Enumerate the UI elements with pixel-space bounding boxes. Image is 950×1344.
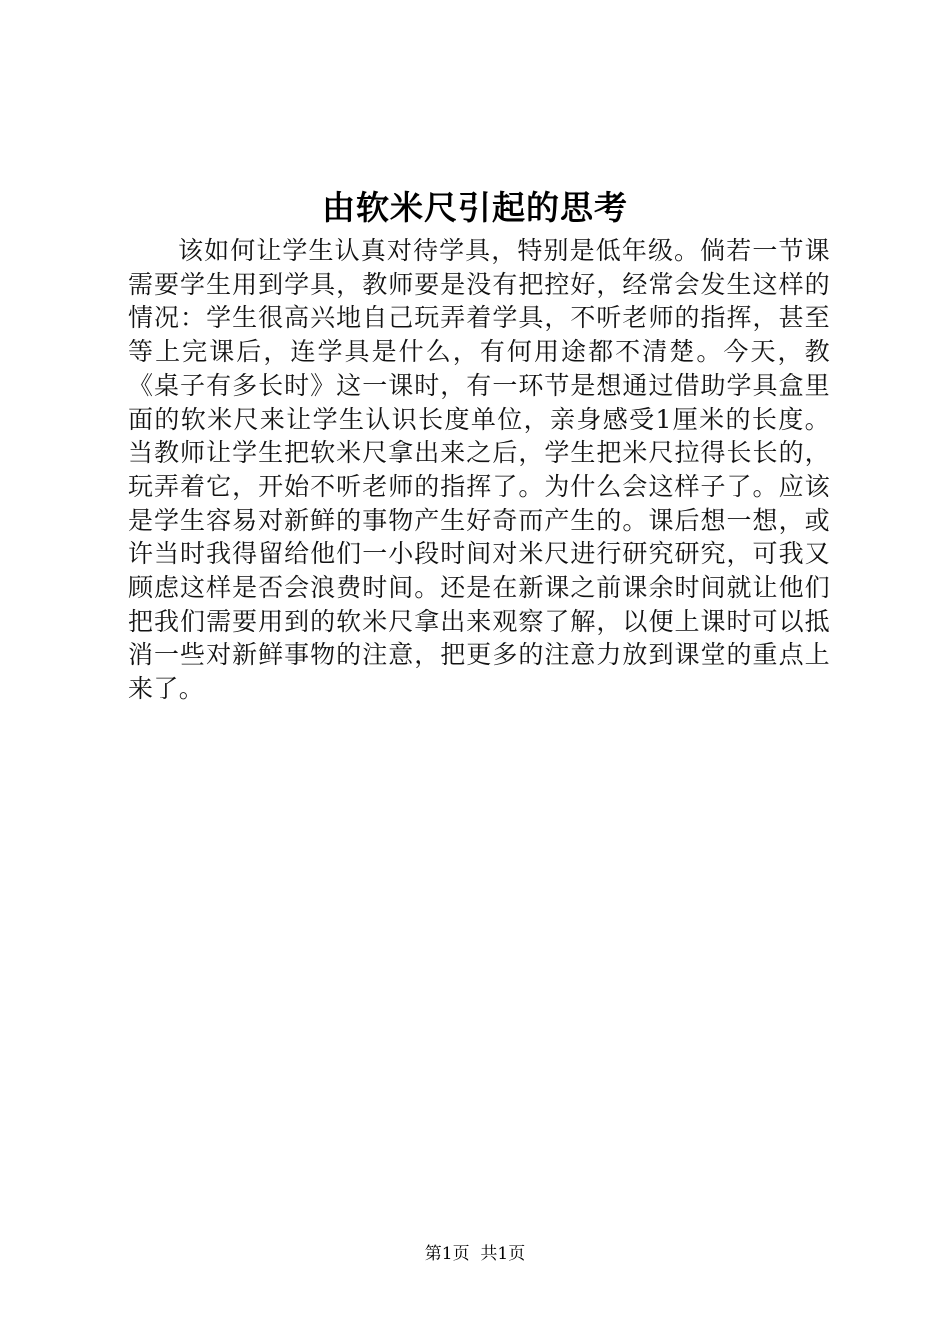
page-footer: [0, 1242, 950, 1266]
page-total: 共1页: [480, 1244, 526, 1264]
body-paragraph: 该如何让学生认真对待学具，特别是低年级。倘若一节课需要学生用到学具，教师要是没有把控好，经常会发生这样的情况：学生很高兴地自己玩弄着学具，不听老师的指挥，甚至等上完课后，连学具是什么，有何用途都不清楚。今天，教《桌子有多长时》这一课时，有一环节是想通过借助学具盒里面的软米尺来让学生认识长度单位，亲身感受1厘米的长度。当教师让学生把软米尺拿出来之后，学生把米尺拉得长长的，玩弄着它，开始不听老师的指挥了。为什么会这样子了。应该是学生容易对新鲜的事物产生好奇而产生的。课后想一想，或许当时我得留给他们一小段时间对米尺进行研究研究，可我又顾虑这样是否会浪费时间。还是在新课之前课余时间就让他们把我们需要用到的软米尺拿出来观察了解，以便上课时可以抵消一些对新鲜事物的注意，把更多的注意力放到课堂的重点上来了。: [128, 236, 830, 704]
document-title: 由软米尺引起的思考: [322, 188, 628, 227]
page-number: 第1页: [424, 1244, 470, 1264]
